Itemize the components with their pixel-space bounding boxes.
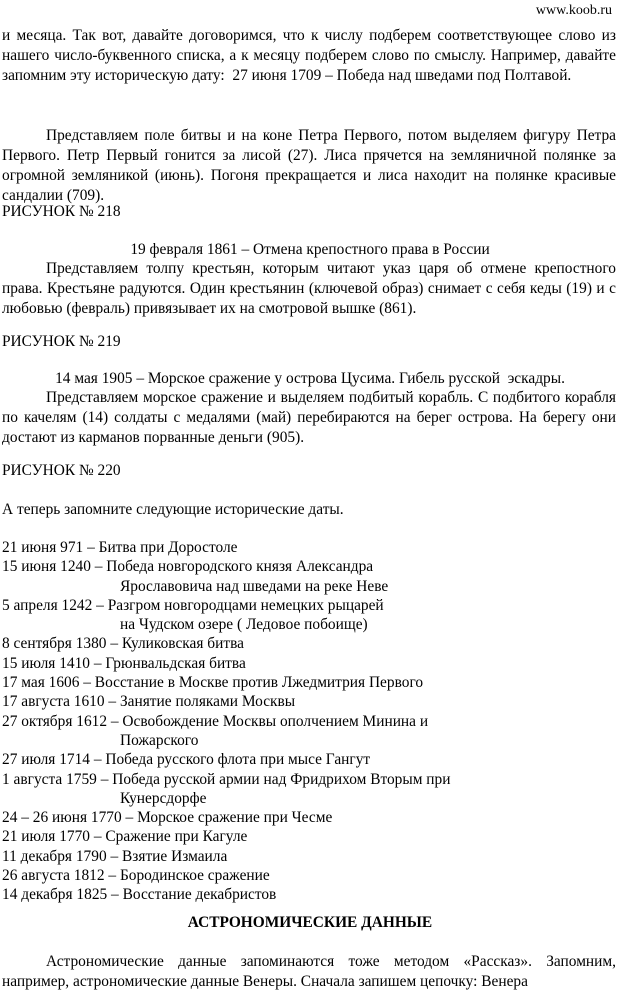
- figure-text-218: Представляем толпу крестьян, которым читают указ царя об отмене крепостного права. Крестьяне радуются. Один крестьянин (ключевой образ) снимает с себя кеды (19) и с любовью (февраль) привязывает их на смотровой вышке (861).: [2, 260, 616, 317]
- figure-label-220: РИСУНОК № 220: [2, 462, 121, 479]
- list-item: 21 июня 971 – Битва при Доростоле: [2, 539, 238, 556]
- section-title-astronomy: АСТРОНОМИЧЕСКИЕ ДАННЫЕ: [187, 914, 433, 931]
- list-item: 8 сентября 1380 – Куликовская битва: [2, 635, 244, 653]
- figure-text-219: Представляем морское сражение и выделяем подбитый корабль. С подбитого корабля по качелям (14) солдаты с медалями (май) перебираются на берег острова. На берегу они достают из карманов порванные деньги (905).: [2, 389, 616, 446]
- list-item: 26 августа 1812 – Бородинское сражение: [2, 867, 270, 885]
- list-item-continuation: Ярославовича над шведами на реке Неве: [120, 577, 389, 595]
- list-item: 21 июля 1770 – Сражение при Кагуле: [2, 828, 248, 846]
- astronomy-paragraph: Астрономические данные запоминаются тоже методом «Рассказ». Запомним, например, астрономические данные Венеры. Сначала запишем цепочку: Венера: [2, 953, 616, 990]
- list-item-continuation: на Чудском озере ( Ледовое побоище): [120, 616, 368, 634]
- historical-dates-list: [2, 538, 616, 905]
- intro-paragraph: и месяца. Так вот, давайте договоримся, что к числу подберем соответствующее слово из нашего число-буквенного списка, а к месяцу подберем слово по смыслу. Например, давайте запомним эту историческую дату: 27 июня 1709 – Победа над шведами под Полтавой.: [2, 27, 616, 84]
- figure-label-218: РИСУНОК № 218: [2, 203, 121, 220]
- date-line-219: 14 мая 1905 – Морское сражение у острова Цусима. Гибель русской эскадры.: [55, 370, 565, 387]
- dates-intro: А теперь запомните следующие исторические даты.: [2, 501, 344, 518]
- list-item: 17 августа 1610 – Занятие поляками Москвы: [2, 693, 296, 711]
- site-url[interactable]: www.koob.ru: [535, 3, 612, 18]
- list-item: 24 – 26 июня 1770 – Морское сражение при Чесме: [2, 809, 333, 827]
- list-item: 15 июля 1410 – Грюнвальдская битва: [2, 654, 246, 672]
- list-item: 17 мая 1606 – Восстание в Москве против Лжедмитрия Первого: [2, 674, 424, 692]
- list-item: 15 июня 1240 – Победа новгородского князя Александра: [2, 558, 374, 576]
- list-item: 5 апреля 1242 – Разгром новгородцами немецких рыцарей: [2, 596, 384, 614]
- list-item-continuation: Кунерсдорфе: [120, 789, 207, 807]
- battle-story-paragraph: Представляем поле битвы и на коне Петра Первого, потом выделяем фигуру Петра Первого. Петр Первый гонится за лисой (27). Лиса прячется на земляничной полянке за огромной земляникой (июнь). Погоня прекращается и лиса находит на полянке красивые сандалии (709).: [2, 127, 616, 204]
- list-item: 14 декабря 1825 – Восстание декабристов: [2, 886, 277, 904]
- figure-label-219: РИСУНОК № 219: [2, 333, 121, 350]
- list-item: 27 июля 1714 – Победа русского флота при мысе Гангут: [2, 751, 371, 769]
- list-item: 11 декабря 1790 – Взятие Измаила: [2, 847, 228, 865]
- list-item: 1 августа 1759 – Победа русской армии над Фридрихом Вторым при: [2, 770, 451, 788]
- date-line-218: 19 февраля 1861 – Отмена крепостного права в России: [130, 241, 490, 258]
- list-item-continuation: Пожарского: [120, 731, 199, 749]
- list-item: 27 октября 1612 – Освобождение Москвы ополчением Минина и: [2, 712, 429, 730]
